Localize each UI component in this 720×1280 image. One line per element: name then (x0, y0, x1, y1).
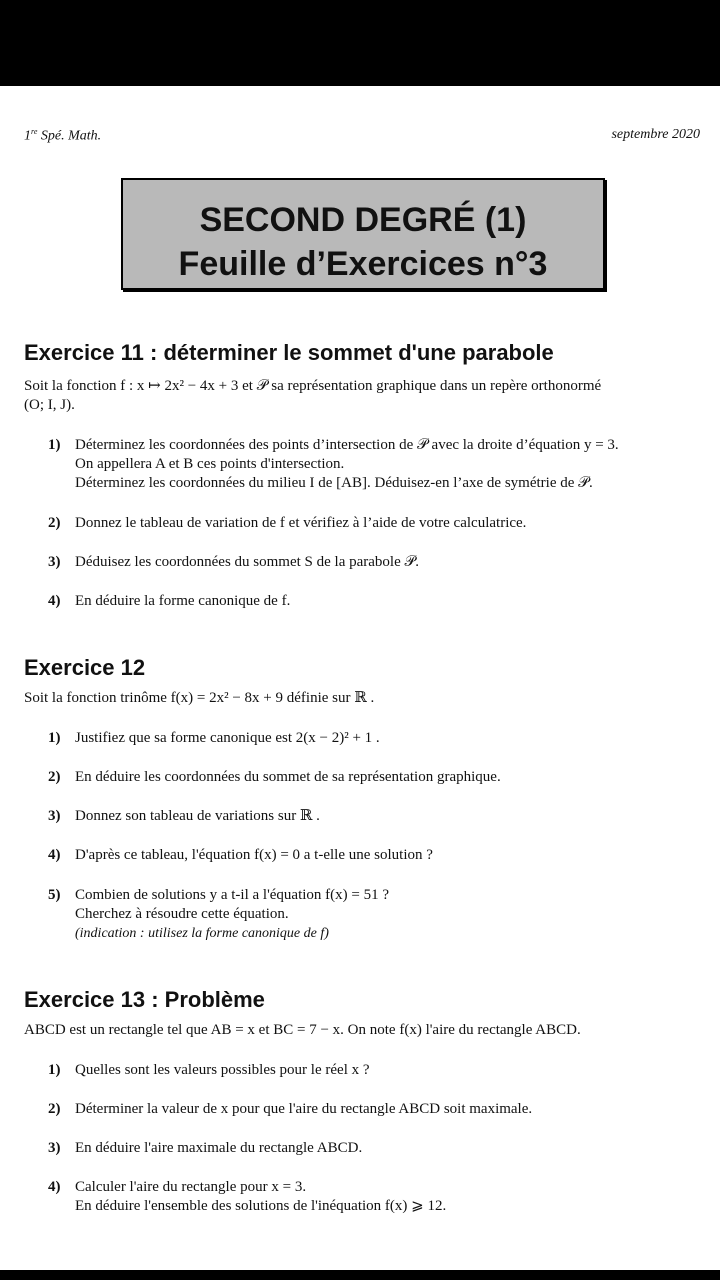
title-box (121, 178, 605, 290)
exercise-12-heading: Exercice 12 (24, 655, 146, 680)
title-line-2: Feuille d’Exercices n°3 (178, 245, 548, 283)
exercise-11-item: 4) En déduire la forme canonique de f. (48, 593, 291, 609)
hint-note: (indication : utilisez la forme canonique de f) (75, 926, 329, 941)
exercise-13-heading: Exercice 13 : Problème (24, 987, 265, 1012)
exercise-11-item: 1) Déterminez les coordonnées des points d’intersection de 𝒫 avec la droite d’équation y = 3. On appellera A et B ces points d'intersection. Déterminez les coordonnées du milieu I de [AB]. Déduisez-en l’axe de symétrie de 𝒫. (48, 437, 619, 491)
exercise-12-item: 3) Donnez son tableau de variations sur ℝ . (48, 808, 320, 824)
exercise-13-item: 2) Déterminer la valeur de x pour que l'aire du rectangle ABCD soit maximale. (48, 1101, 533, 1117)
status-bar (0, 0, 720, 86)
exercise-11-item: 2) Donnez le tableau de variation de f et vérifiez à l’aide de votre calculatrice. (48, 515, 527, 531)
navigation-bar (0, 1270, 720, 1280)
title-line-1: SECOND DEGRÉ (1) (199, 201, 527, 239)
exercise-13-item: 3) En déduire l'aire maximale du rectangle ABCD. (48, 1140, 363, 1156)
exercise-13-item: 4) Calculer l'aire du rectangle pour x = 3. En déduire l'ensemble des solutions de l'inéquation f(x) ⩾ 12. (48, 1179, 447, 1214)
exercise-12-item: 5) Combien de solutions y a t-il a l'équation f(x) = 51 ? Cherchez à résoudre cette équation. (indication : utilisez la forme canonique de f) (48, 886, 708, 943)
date-label: septembre 2020 (611, 127, 700, 142)
exercise-11-intro: Soit la fonction f : x ↦ 2x² − 4x + 3 et 𝒫 sa représentation graphique dans un repère orthonormé (O; I, J). (24, 378, 602, 413)
course-label: 1re Spé. Math. (24, 127, 102, 144)
exercise-12-item: 2) En déduire les coordonnées du sommet de sa représentation graphique. (48, 769, 501, 785)
exercise-12-intro: Soit la fonction trinôme f(x) = 2x² − 8x + 9 définie sur ℝ . (24, 690, 375, 706)
exercise-13-item: 1) Quelles sont les valeurs possibles pour le réel x ? (48, 1062, 370, 1078)
exercise-13-intro: ABCD est un rectangle tel que AB = x et BC = 7 − x. On note f(x) l'aire du rectangle ABCD. (24, 1022, 581, 1038)
exercise-12-item: 1) Justifiez que sa forme canonique est 2(x − 2)² + 1 . (48, 730, 380, 746)
exercise-12-item: 4) D'après ce tableau, l'équation f(x) = 0 a t-elle une solution ? (48, 847, 433, 863)
exercise-11-heading: Exercice 11 : déterminer le sommet d'une parabole (24, 340, 554, 365)
exercise-11-item: 3) Déduisez les coordonnées du sommet S de la parabole 𝒫. (48, 554, 420, 570)
